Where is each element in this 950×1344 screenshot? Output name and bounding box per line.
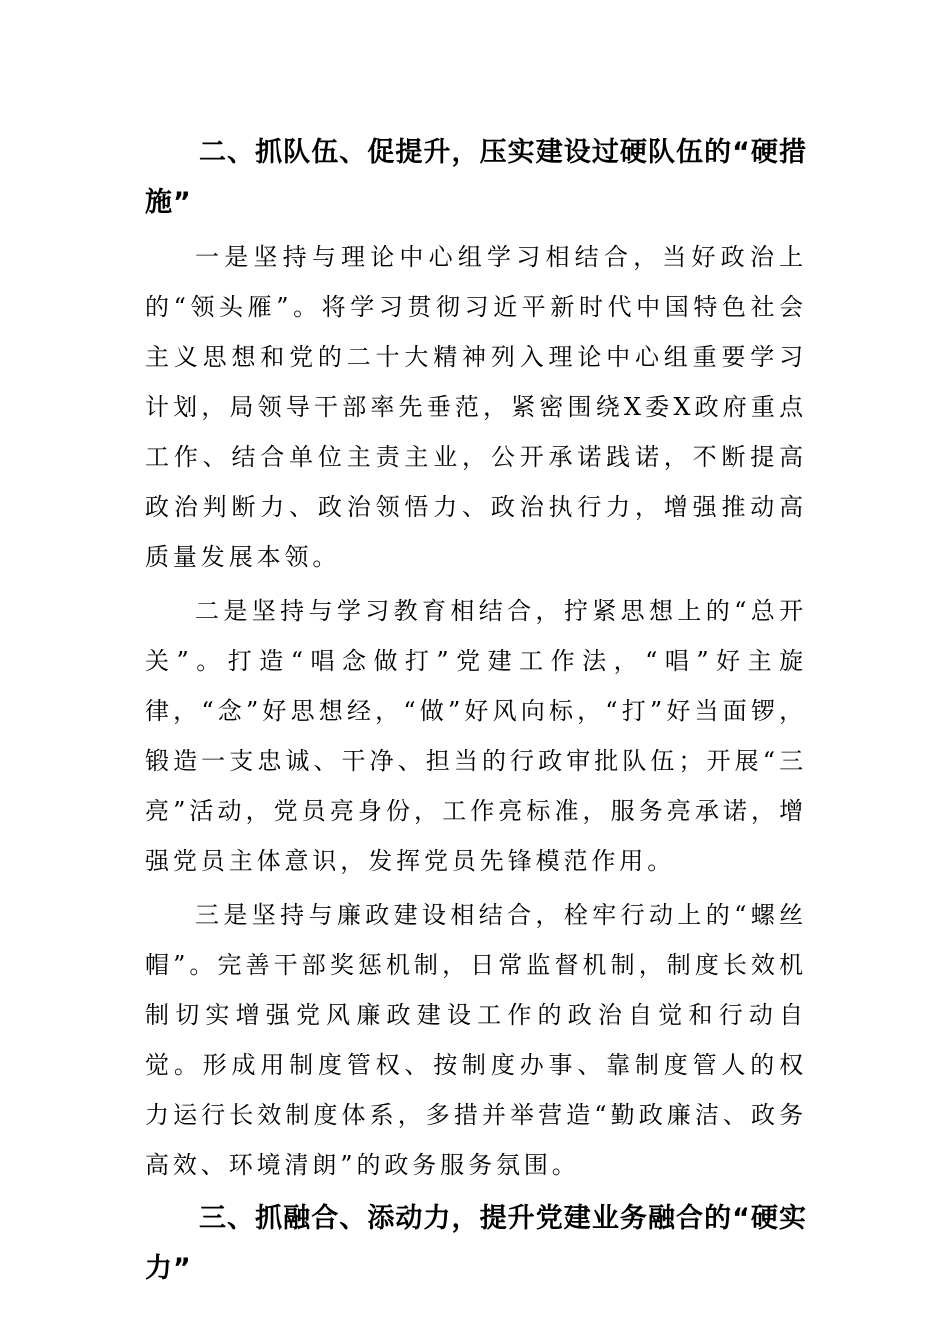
paragraph-3: 三是坚持与廉政建设相结合，栓牢行动上的“螺丝帽”。完善干部奖惩机制，日常监督机制，制度长效机制切实增强党风廉政建设工作的政治自觉和行动自觉。形成用制度管权、按制度办事、靠制度管人的权力运行长效制度体系，多措并举营造“勤政廉洁、政务高效、环境清朗”的政务服务氛围。 (145, 901, 807, 1179)
paragraph-2: 二是坚持与学习教育相结合，拧紧思想上的“总开关”。打造“唱念做打”党建工作法，“唱”好主旋律，“念”好思想经，“做”好风向标，“打”好当面锣，锻造一支忠诚、干净、担当的行政审批队伍；开展“三亮”活动，党员亮身份，工作亮标准，服务亮承诺，增强党员主体意识，发挥党员先锋模范作用。 (145, 597, 807, 875)
paragraph-1: 一是坚持与理论中心组学习相结合，当好政治上的“领头雁”。将学习贯彻习近平新时代中国特色社会主义思想和党的二十大精神列入理论中心组重要学习计划，局领导干部率先垂范，紧密围绕X委X政府重点工作、结合单位主责主业，公开承诺践诺，不断提高政治判断力、政治领悟力、政治执行力，增强推动高质量发展本领。 (145, 243, 807, 571)
document-page (145, 128, 807, 1298)
section-heading-2: 二、抓队伍、促提升，压实建设过硬队伍的“硬措施” (145, 137, 807, 218)
section-heading-3: 三、抓融合、添动力，提升党建业务融合的“硬实力” (145, 1203, 807, 1284)
